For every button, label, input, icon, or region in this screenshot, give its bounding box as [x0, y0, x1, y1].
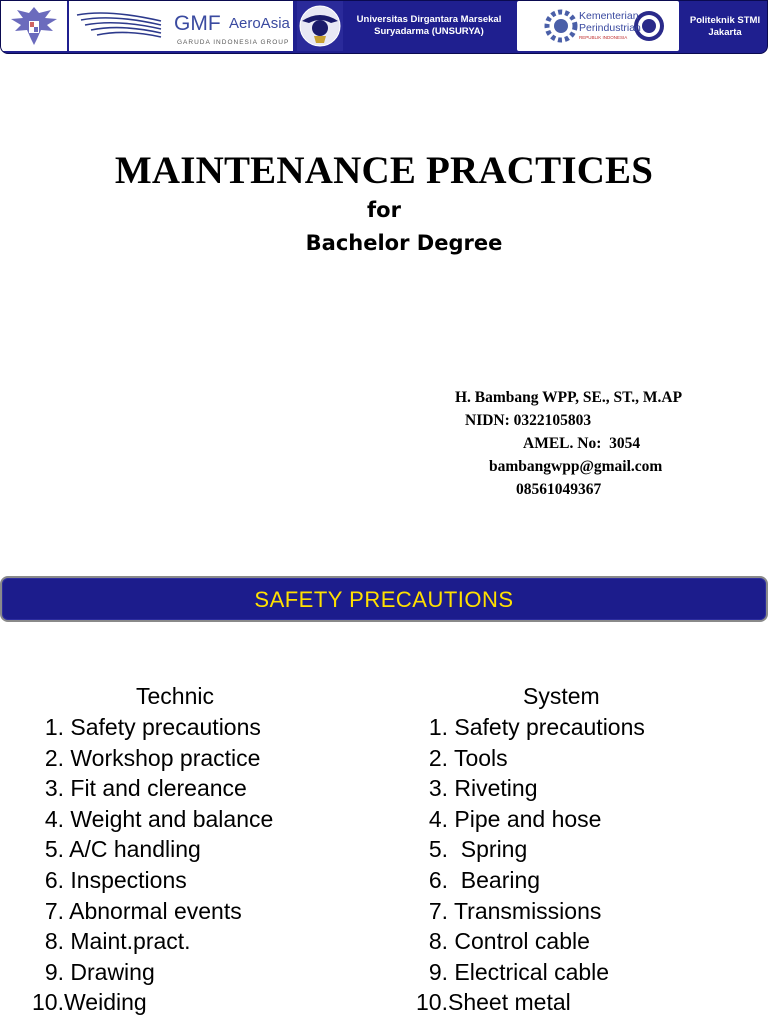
list-item [30, 896, 273, 927]
subtitle-degree: Bachelor Degree [305, 231, 503, 255]
stmi-line-1: Politeknik STMI [689, 15, 761, 26]
list-item [30, 773, 273, 804]
author-email: bambangwpp@gmail.com [489, 458, 663, 475]
kemen-line-2: Perindustrian [579, 22, 641, 34]
item-text: Workshop practice [64, 744, 261, 771]
list-item [30, 834, 273, 865]
author-amel: AMEL. No: 3054 [523, 435, 641, 452]
item-number: 10. [416, 989, 448, 1016]
unsurya-line-2: Suryadarma (UNSURYA) [374, 26, 484, 37]
item-text: Abnormal events [64, 897, 242, 924]
gmf-sub-text: AeroAsia [229, 15, 290, 32]
page-title: MAINTENANCE PRACTICES [114, 149, 654, 192]
item-text: Riveting [448, 775, 538, 802]
item-text: Pipe and hose [448, 805, 602, 832]
item-text: Drawing [64, 958, 155, 985]
gmf-aeroasia-logo [69, 1, 293, 51]
list-item [413, 712, 645, 743]
item-number: 5. [44, 836, 64, 863]
item-text: Sheet metal [448, 989, 571, 1016]
system-list [413, 712, 645, 1018]
item-number: 2. [44, 744, 64, 771]
item-text: Safety precautions [448, 714, 645, 740]
list-item [413, 896, 645, 927]
subtitle-for: for [367, 198, 401, 222]
item-number: 7. [428, 897, 448, 924]
list-item [30, 865, 273, 896]
list-item [30, 804, 273, 835]
unsurya-line-1: Universitas Dirgantara Marsekal [356, 14, 502, 25]
author-nidn: NIDN: 0322105803 [465, 412, 592, 429]
stmi-line-2: Jakarta [708, 27, 742, 38]
item-number: 4. [428, 805, 448, 832]
item-text: Bearing [448, 866, 541, 893]
item-number: 2. [428, 744, 448, 771]
item-text: A/C handling [64, 836, 201, 863]
item-number: 10. [32, 989, 64, 1016]
item-text: Control cable [448, 928, 590, 955]
list-item [413, 834, 645, 865]
list-item [413, 926, 645, 957]
list-item [30, 743, 273, 774]
list-item [413, 865, 645, 896]
item-text: Spring [448, 836, 528, 863]
list-item [413, 804, 645, 835]
garuda-emblem [1, 1, 68, 51]
garuda-emblem-icon [1, 1, 67, 51]
section-title-bar [0, 576, 768, 622]
author-name: H. Bambang WPP, SE., ST., M.AP [455, 389, 683, 406]
list-item [413, 743, 645, 774]
list-item [413, 957, 645, 988]
item-number: 9. [44, 958, 64, 985]
author-phone: 08561049367 [516, 481, 602, 498]
header-bar [0, 0, 768, 54]
item-number: 3. [428, 775, 448, 802]
list-item [413, 987, 645, 1018]
unsurya-crest-icon [297, 1, 343, 51]
item-text: Inspections [64, 866, 187, 893]
item-text: Electrical cable [448, 958, 610, 985]
item-number: 4. [44, 805, 64, 832]
gmf-brand-text: GMF [174, 12, 221, 35]
list-item [30, 926, 273, 957]
item-number: 6. [44, 866, 64, 893]
list-item [413, 773, 645, 804]
technic-heading: Technic [136, 683, 214, 709]
gmf-tagline-text: GARUDA INDONESIA GROUP [177, 39, 290, 46]
item-text: Safety precautions [64, 714, 261, 740]
item-text: Transmissions [448, 897, 602, 924]
technic-list [30, 712, 273, 1018]
item-text: Fit and clereance [64, 775, 247, 802]
unsurya-logo [297, 1, 343, 51]
section-title: SAFETY PRECAUTIONS [254, 587, 514, 612]
list-item [30, 712, 273, 743]
item-number: 9. [428, 958, 448, 985]
item-text: Tools [448, 744, 508, 771]
item-text: Weight and balance [64, 805, 274, 832]
kemenperin-logo [517, 1, 679, 51]
item-text: Maint.pract. [64, 928, 191, 955]
item-number: 8. [44, 928, 64, 955]
item-number: 6. [428, 866, 448, 893]
item-number: 5. [428, 836, 448, 863]
item-number: 1. [428, 714, 448, 740]
kemen-line-3: REPUBLIK INDONESIA [579, 35, 628, 40]
unsurya-name [345, 14, 513, 38]
system-heading: System [523, 683, 600, 709]
item-number: 8. [428, 928, 448, 955]
stmi-name [681, 15, 768, 39]
list-item [30, 957, 273, 988]
item-number: 1. [44, 714, 64, 740]
item-text: Weiding [64, 989, 147, 1016]
item-number: 7. [44, 897, 64, 924]
kemen-line-1: Kementerian [579, 10, 639, 22]
list-item [30, 987, 273, 1018]
item-number: 3. [44, 775, 64, 802]
